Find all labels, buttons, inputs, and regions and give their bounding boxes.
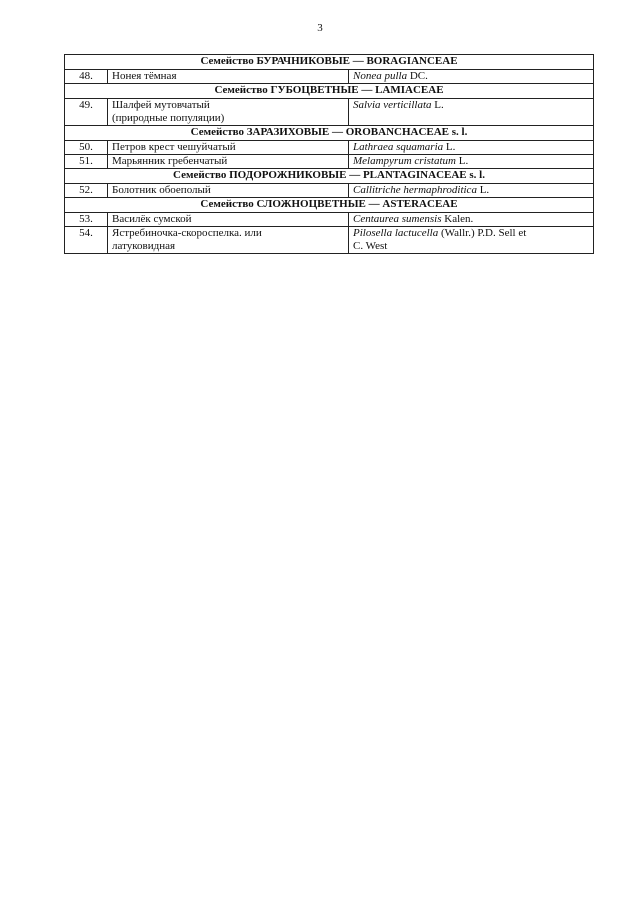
- latin-author: DC.: [407, 70, 428, 82]
- page-number: 3: [317, 22, 323, 34]
- latin-binomial: Melampyrum cristatum: [353, 155, 456, 167]
- latin-name: [349, 99, 594, 126]
- row-number: 48.: [65, 70, 108, 84]
- table-row: [65, 141, 594, 155]
- family-header-row: [65, 126, 594, 141]
- latin-binomial: Nonea pulla: [353, 70, 408, 82]
- latin-name: [349, 213, 594, 227]
- latin-name: [349, 227, 594, 254]
- table-row: [65, 227, 594, 254]
- latin-author: L.: [431, 99, 444, 111]
- family-header-row: [65, 198, 594, 213]
- russian-name: Нонея тёмная: [108, 70, 349, 84]
- family-header-row: [65, 55, 594, 70]
- latin-name: [349, 155, 594, 169]
- latin-binomial: Callitriche hermaphroditica: [353, 184, 477, 196]
- family-header-row: [65, 169, 594, 184]
- russian-name: Ястребиночка-скороспелка. или латуковидная: [108, 227, 349, 254]
- latin-binomial: Centaurea sumensis: [353, 213, 442, 225]
- latin-author: L.: [443, 141, 456, 153]
- russian-name: Болотник обоеполый: [108, 184, 349, 198]
- latin-author: L.: [455, 155, 469, 167]
- family-header: Семейство ГУБОЦВЕТНЫЕ — LAMIACEAE: [65, 84, 594, 99]
- family-header: Семейство БУРАЧНИКОВЫЕ — BORAGIANCEAE: [65, 55, 594, 70]
- row-number: 53.: [65, 213, 108, 227]
- table-row: [65, 184, 594, 198]
- latin-binomial: Pilosella lactucella: [353, 227, 439, 239]
- russian-name: Марьянник гребенчатый: [108, 155, 349, 169]
- latin-name: [349, 70, 594, 84]
- species-table: [64, 54, 594, 254]
- latin-binomial: Lathraea squamaria: [353, 141, 444, 153]
- row-number: 49.: [65, 99, 108, 126]
- family-header: Семейство ПОДОРОЖНИКОВЫЕ — PLANTAGINACEAE s. l.: [65, 169, 594, 184]
- latin-binomial: Salvia verticillata: [353, 99, 432, 111]
- table-row: [65, 155, 594, 169]
- table-row: [65, 213, 594, 227]
- latin-author: (Wallr.) P.D. Sell et C. West: [353, 227, 527, 252]
- table-row: [65, 99, 594, 126]
- russian-name: Шалфей мутовчатый (природные популяции): [108, 99, 349, 126]
- table-row: [65, 70, 594, 84]
- row-number: 52.: [65, 184, 108, 198]
- latin-author: L.: [476, 184, 490, 196]
- russian-name: Петров крест чешуйчатый: [108, 141, 349, 155]
- latin-author: Kalen.: [441, 213, 474, 225]
- row-number: 51.: [65, 155, 108, 169]
- family-header: Семейство СЛОЖНОЦВЕТНЫЕ — ASTERACEAE: [65, 198, 594, 213]
- family-header: Семейство ЗАРАЗИХОВЫЕ — OROBANCHACEAE s. l.: [65, 126, 594, 141]
- row-number: 50.: [65, 141, 108, 155]
- family-header-row: [65, 84, 594, 99]
- russian-name: Василёк сумской: [108, 213, 349, 227]
- latin-name: [349, 184, 594, 198]
- latin-name: [349, 141, 594, 155]
- row-number: 54.: [65, 227, 108, 254]
